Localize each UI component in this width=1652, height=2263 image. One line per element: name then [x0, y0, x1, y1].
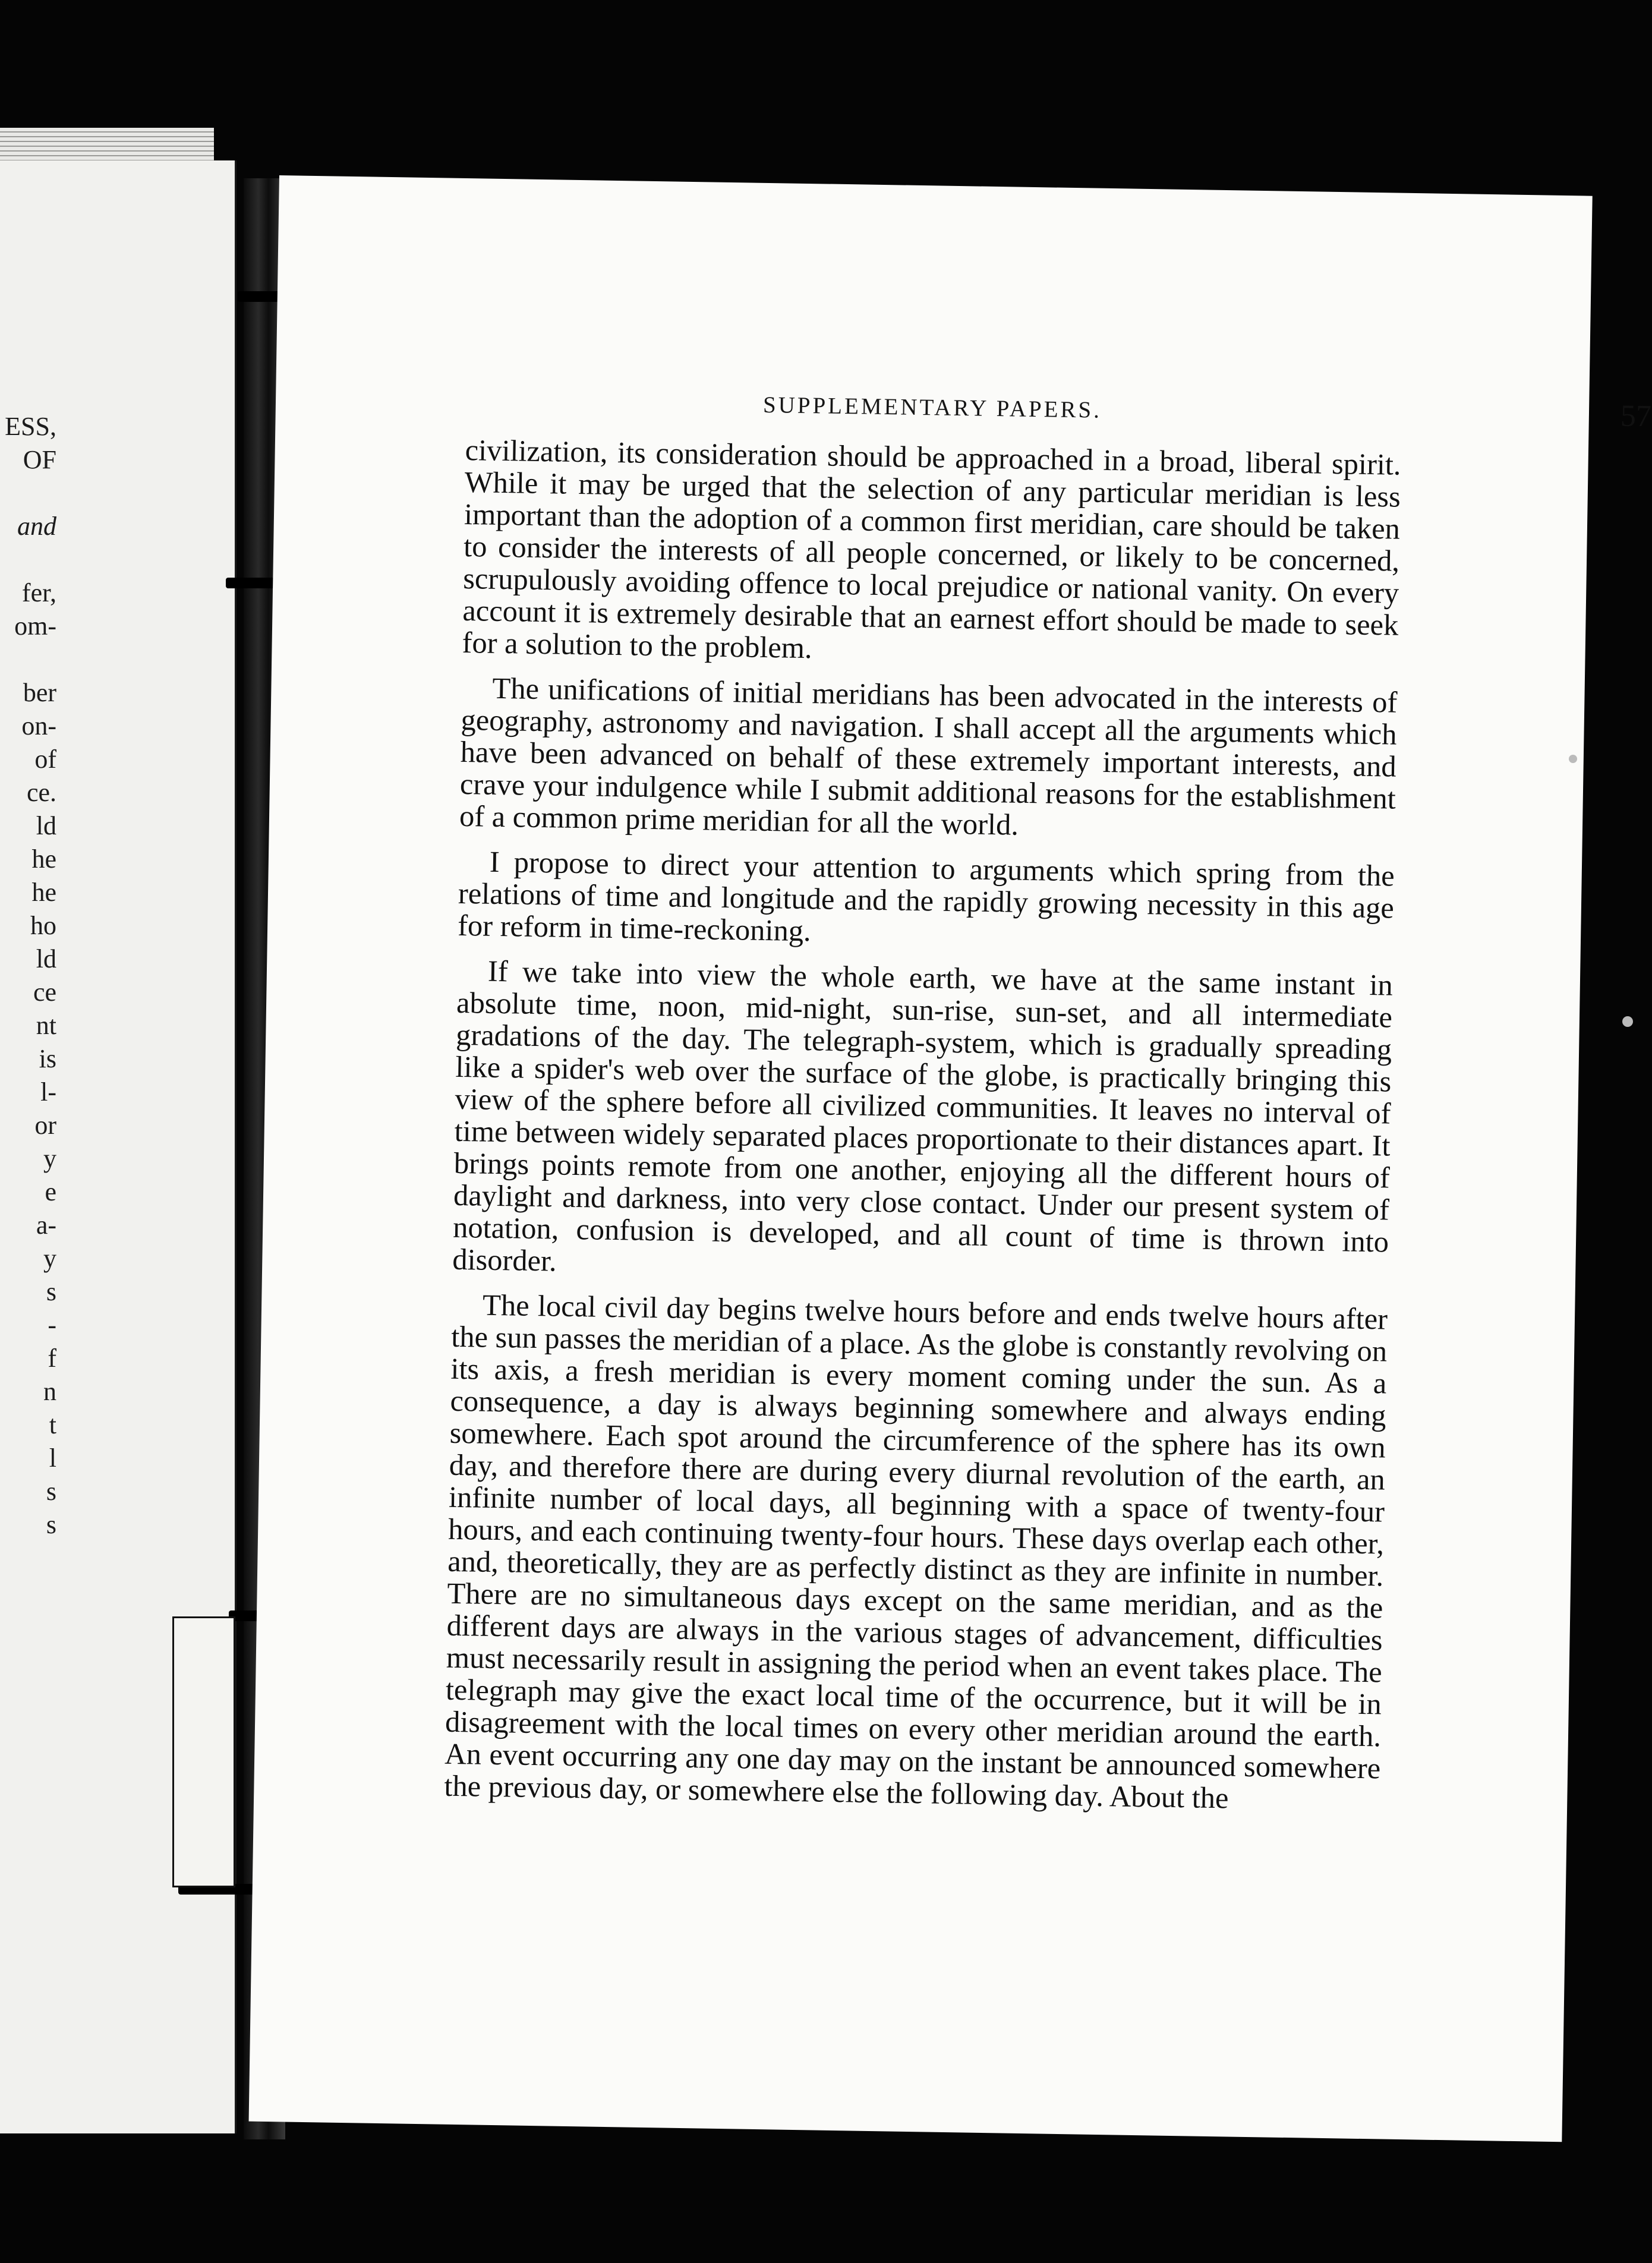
left-page-fragment: om- — [14, 612, 56, 641]
paragraph: civilization, its consideration should be approached in a broad, liberal spirit. While it may be urged that the selection of any particular meridian is less important than the adoption of a common first meridian, care should be taken to consider the interests of all people concerned, or likely to be concerned, scrupulously avoiding offence to local prejudice or national vanity. On every account it is extremely desirable that an earnest effort should be made to seek for a solution to the problem. — [462, 433, 1402, 665]
left-page-fragment: is — [39, 1044, 56, 1073]
left-page-fragment: or — [34, 1111, 56, 1140]
left-page-fragment — [0, 543, 56, 576]
left-page-fragment: ld — [36, 811, 56, 840]
page-header — [763, 385, 1652, 434]
left-page-fragment: l- — [40, 1077, 56, 1107]
left-page-fragment: n — [43, 1377, 56, 1406]
scan-speck — [1569, 755, 1577, 763]
body-text — [444, 434, 1401, 1829]
left-page-fragment — [0, 477, 56, 510]
left-page-fragment: OF — [23, 445, 56, 474]
left-page-fragment: ESS, — [5, 412, 56, 441]
left-page-fragment: f — [48, 1344, 56, 1373]
left-page-fragment: fer, — [21, 578, 56, 607]
left-page-fragment: he — [31, 878, 56, 907]
left-page-fragment: ld — [36, 944, 56, 973]
paragraph: The local civil day begins twelve hours before and ends twelve hours after the sun passes the meridian of a place. As the globe is constantly revolving on its axis, a fresh meridian is every moment coming under the sun. As a consequence, a day is always beginning somewhere and always ending somewhere. Each spot around the circumference of the sphere has its own day, and therefore there are during every diurnal revolution of the earth, an infinite number of local days, all beginning with a space of twenty-four hours, and each continuing twenty-four hours. These days overlap each other, and, theoretically, they are as perfectly distinct as they are infinite in number. There are no simultaneous days except on the same meridian, and as the different days are always in the various stages of advancement, difficulties must necessarily result in assigning the period when an event takes place. The telegraph may give the exact local time of the occurrence, but it will be in disagreement with the local times on every other meridian around the earth. An event occurring any one day may on the instant be announced somewhere the previous day, or somewhere else the following day. About the — [444, 1288, 1388, 1815]
left-page-text-fragments — [0, 410, 56, 1542]
paper-tab — [172, 1616, 235, 1887]
left-page-fragment: ho — [30, 911, 56, 940]
left-page-fragment: y — [43, 1244, 56, 1273]
left-page-fragment: t — [49, 1410, 56, 1439]
left-page-fragment — [0, 643, 56, 676]
left-page-fragment: e — [45, 1177, 56, 1206]
right-page — [249, 175, 1652, 2142]
paragraph: The unifications of initial meridians has been advocated in the interests of geography, astronomy and navigation. I shall accept all the arguments which have been advanced on behalf of these extremely important interests, and crave your indulgence while I submit additional reasons for the establishment of a common prime meridian for all the world. — [459, 671, 1398, 841]
left-page-fragment: on- — [21, 711, 56, 740]
left-page-fragment: s — [46, 1277, 56, 1306]
left-page-fragment: - — [48, 1310, 56, 1339]
left-page-fragment: and — [17, 512, 56, 541]
left-page-fragment: ce — [33, 978, 56, 1007]
left-page-fragment: nt — [36, 1011, 56, 1040]
paragraph: I propose to direct your attention to arguments which spring from the relations of time and longitude and the rapidly growing necessity in this age for reform in time-reckoning. — [457, 844, 1395, 948]
left-page-fragment: ber — [23, 678, 56, 707]
left-page-fragment: l — [49, 1443, 56, 1473]
paragraph: If we take into view the whole earth, we have at the same instant in absolute time, noon, mid-night, sun-rise, sun-set, and all intermediate gradations of the day. The telegraph-system, which is gradually spreading like a spider's web over the surface of the globe, is practically bringing this view of the sphere before all civilized communities. It leaves no interval of time between widely separated places proportionate to their distances apart. It brings points remote from one another, enjoying all the different hours of daylight and darkness, into very close contact. Under our present system of notation, confusion is developed, and all count of time is thrown into disorder. — [452, 954, 1394, 1278]
left-page-fragment: ce. — [26, 778, 56, 807]
left-page-fragment: a- — [36, 1211, 56, 1240]
running-head: SUPPLEMENTARY PAPERS. — [762, 392, 1102, 423]
left-page-fragment: s — [46, 1510, 56, 1539]
scan-speck — [1622, 1016, 1633, 1027]
left-page-fragment: he — [31, 844, 56, 874]
page-number: 57 — [1620, 399, 1652, 434]
left-page-fragment: y — [43, 1144, 56, 1173]
left-page-fragment: of — [34, 745, 56, 774]
left-page-fragment: s — [46, 1477, 56, 1506]
